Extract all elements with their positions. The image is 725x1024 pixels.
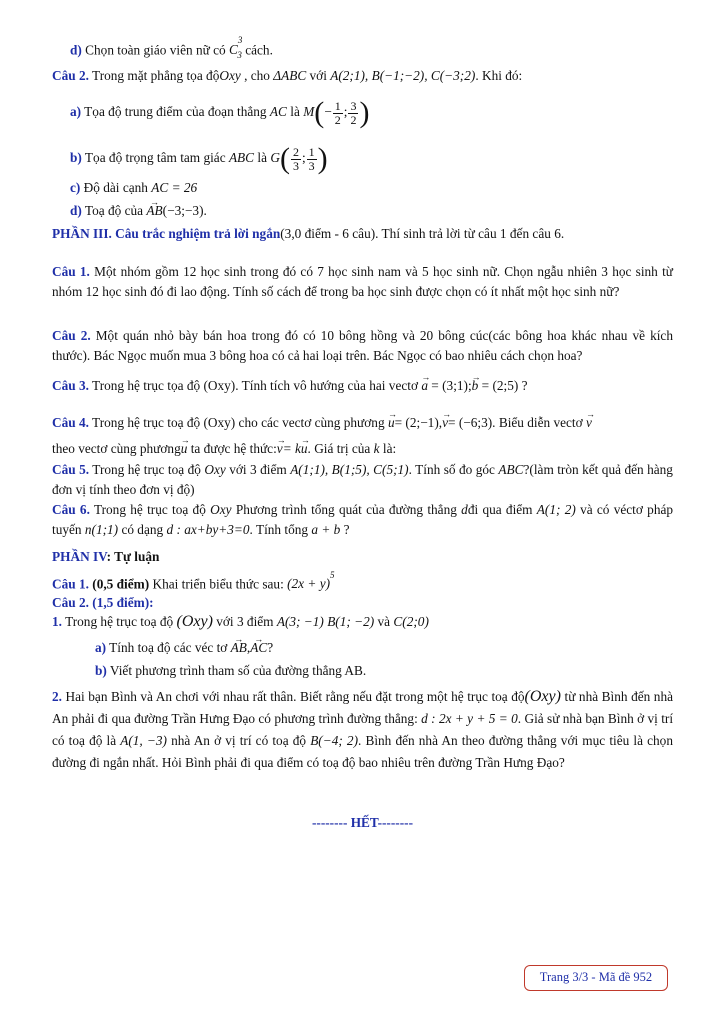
part-text-b: với 3 điểm: [216, 614, 274, 629]
point-a: A(3; −1): [276, 614, 324, 629]
part-description: : Tự luận: [106, 549, 160, 564]
page-footer: Trang 3/3 - Mã đề 952: [524, 965, 668, 991]
part-label: 2.: [52, 689, 62, 704]
vector-b-value: = (2;5) ?: [481, 378, 528, 393]
vector-v-3: → v: [277, 439, 283, 459]
question-label: Câu 6.: [52, 502, 90, 517]
part-title: PHẦN IV: [52, 549, 107, 564]
part-text: Hai bạn Bình và An chơi với nhau rất thân. Biết rằng nếu đặt trong một hệ trục toạ độ: [65, 689, 525, 704]
triangle-symbol: ΔABC: [273, 68, 307, 83]
length-expr: AC = 26: [151, 180, 198, 195]
p4-q2-1-option-a: [95, 638, 673, 658]
triangle-name: ABC: [228, 150, 255, 166]
p4-q2-part-1: [52, 612, 673, 632]
question-2: [52, 66, 673, 86]
question-text-c: với: [309, 68, 327, 83]
point-a: A(1, −3): [120, 733, 167, 748]
sum-expr: a + b: [311, 522, 341, 537]
option-label: c): [70, 180, 81, 195]
q1-option-d: [70, 36, 673, 65]
p3-question-3: [52, 376, 673, 396]
oxy-symbol: (Oxy): [176, 613, 213, 630]
p4-q2-1-option-b: [95, 661, 673, 681]
q2-option-a: a) Tọa độ trung điểm của đoạn thẳng AC là M(− $\frac{1}{2}$ ; $\frac{3}{2}$ ): [70, 96, 370, 129]
part-text-d: nhà An ở vị trí có toạ độ: [171, 733, 307, 748]
option-label: b): [95, 663, 107, 678]
vector-a-value: = (3;1);: [431, 378, 472, 393]
question-text: Trong hệ trục toạ độ: [93, 502, 206, 517]
part-description: (3,0 điểm - 6 câu). Thí sinh trả lời từ câu 1 đến câu 6.: [280, 226, 565, 241]
oxy-symbol: (Oxy): [524, 688, 561, 705]
option-text: Viết phương trình tham số của đường thẳng AB.: [109, 663, 367, 678]
question-label: Câu 3.: [52, 378, 89, 393]
question-text-e: có dạng: [121, 522, 164, 537]
option-text-end: cách.: [245, 42, 273, 58]
question-text-f: . Tính tổng: [249, 522, 309, 537]
p4-question-2: [52, 593, 673, 613]
question-text-b: . Biểu diễn vectơ: [492, 415, 583, 430]
vector-ac: → AC: [250, 638, 267, 658]
question-label: Câu 2.: [52, 595, 89, 610]
vector-u: → u: [388, 413, 395, 433]
equation: = k: [282, 441, 301, 456]
normal-vector: n(1;1): [84, 522, 119, 537]
question-text-d: . Khi đó:: [475, 68, 523, 83]
option-label: a): [70, 104, 82, 120]
p3-question-1: [52, 262, 673, 302]
line-d: d: [461, 502, 468, 517]
option-text: Tính toạ độ các véc tơ: [109, 640, 228, 655]
question-text-b: Phương trình tổng quát của đường thẳng: [235, 502, 457, 517]
vector-a: → a: [421, 376, 428, 396]
p3-question-5: [52, 460, 673, 500]
option-text: Tọa độ trọng tâm tam giác: [84, 150, 226, 166]
vector-ab: → AB: [231, 638, 247, 658]
part-title: PHẦN III. Câu trắc nghiệm trả lời ngắn: [52, 226, 281, 241]
vector-v-2: → v: [586, 413, 592, 433]
point-m: M: [303, 104, 315, 120]
p3-question-4: [52, 413, 673, 459]
combination-symbol: $C^3_3$: [229, 35, 243, 61]
oxy-symbol: Oxy: [219, 68, 241, 83]
points: A(2;1), B(−1;−2), C(−3;2): [330, 68, 476, 83]
point-a: A(1; 2): [536, 502, 576, 517]
separator: ;: [343, 104, 348, 120]
fraction-2: $\frac{1}{3}$: [308, 144, 315, 173]
point-c: C(2;0): [393, 614, 429, 629]
question-text-d: ?(làm tròn kết quả đến hàng đơn vị tính theo đơn vị độ): [52, 462, 673, 497]
question-text: Khai triển biểu thức sau:: [152, 576, 284, 592]
line-equation: d : 2x + y + 5 = 0: [421, 711, 518, 726]
fraction-2: $\frac{3}{2}$: [350, 98, 357, 127]
question-label: Câu 1.: [52, 576, 89, 592]
p4-question-1: [52, 570, 673, 594]
point-b: B(1; −2): [327, 614, 375, 629]
vector-ab: → AB: [146, 201, 162, 221]
separator: ;: [301, 150, 306, 166]
line-equation: d : ax+by+3=0: [166, 522, 250, 537]
vector-b: → b: [472, 376, 479, 396]
points: A(1;1), B(1;5), C(5;1): [290, 462, 409, 477]
vector-u-value: = (2;−1),: [394, 415, 443, 430]
angle: ABC: [498, 462, 524, 477]
option-la: là: [290, 104, 300, 120]
vector-v: → v: [442, 413, 448, 433]
option-label: d): [70, 203, 82, 218]
question-label: Câu 2.: [52, 68, 89, 83]
option-text: Tọa độ trung điểm của đoạn thẳng: [84, 104, 267, 120]
question-label: Câu 5.: [52, 462, 90, 477]
oxy-symbol: Oxy: [210, 502, 232, 517]
option-label: a): [95, 640, 107, 655]
question-mark: ?: [267, 640, 274, 655]
expression: $(2x + y)^5$: [287, 570, 335, 592]
question-text-f: là:: [382, 441, 397, 456]
question-text: Một quán nhỏ bày bán hoa trong đó có 10 bông hồng và 20 bông cúc(các bông hoa khác nhau về kích thước). Bác Ngọc muốn mua 3 bông hoa có cả hai loại trên. Bác Ngọc có bao nhiêu cách chọn hoa?: [52, 328, 673, 363]
fraction-1: $\frac{1}{2}$: [334, 98, 341, 127]
question-text: Trong hệ trục tọa độ (Oxy). Tính tích vô hướng của hai vectơ: [92, 378, 418, 393]
question-text-b: , cho: [244, 68, 270, 83]
comma: ,: [246, 640, 251, 655]
question-text-c: theo vectơ cùng phương: [52, 441, 181, 456]
question-text-b: với 3 điểm: [229, 462, 287, 477]
question-label: Câu 1.: [52, 264, 90, 279]
question-label: Câu 4.: [52, 415, 89, 430]
question-text-d: ta được hệ thức:: [190, 441, 277, 456]
question-text-d: và có véctơ pháp tuyến: [52, 502, 674, 537]
option-label: b): [70, 150, 82, 166]
point-g: G: [270, 150, 280, 166]
question-mark: ?: [343, 522, 350, 537]
question-text: Một nhóm gồm 12 học sinh trong đó có 7 học sinh nam và 5 học sinh nữ. Chọn ngẫu nhiên 3 học sinh từ nhóm 12 học sinh đó đi lao động. Tính số cách để trong ba học sinh được chọn có ít nhất một học sinh nữ?: [52, 264, 674, 299]
p3-question-2: [52, 326, 673, 366]
question-text: Trong mặt phẳng tọa độ: [92, 68, 220, 83]
part-text-c: . Giả sử nhà bạn Bình ở vị trí có toạ độ là: [52, 711, 674, 748]
option-label: d): [70, 42, 82, 58]
oxy-symbol: Oxy: [204, 462, 226, 477]
p3-question-6: [52, 500, 673, 540]
minus-sign: −: [324, 104, 332, 120]
question-text-c: . Tính số đo góc: [408, 462, 495, 477]
point-b: B(−4; 2): [310, 733, 358, 748]
segment: AC: [269, 104, 287, 120]
part-3-heading: [52, 224, 673, 244]
conjunction: và: [377, 614, 391, 629]
vector-value: (−3;−3): [162, 203, 204, 218]
option-text: Độ dài cạnh: [83, 180, 148, 195]
part-text-b: từ nhà Bình đến nhà An phải đi qua đường Trần Hưng Đạo có phương trình đường thẳng:: [52, 689, 674, 726]
q2-option-d: [70, 201, 673, 221]
part-text-e: . Bình đến nhà An theo đường thẳng với mục tiêu là chọn đường đi ngắn nhất. Hỏi Bình phải đi qua điểm có toạ độ bao nhiêu trên đường Trần Hưng Đạo?: [52, 733, 673, 770]
question-score: (1,5 điểm):: [92, 595, 154, 610]
part-4-heading: [52, 547, 673, 567]
vector-u-3: → u: [301, 439, 308, 459]
part-text: Trong hệ trục toạ độ: [65, 614, 174, 629]
option-text: Toạ độ của: [84, 203, 144, 218]
vector-u-2: → u: [181, 439, 188, 459]
question-text-e: . Giá trị của: [307, 441, 371, 456]
p4-q2-part-2: [52, 686, 673, 774]
option-la: là: [257, 150, 267, 166]
k-symbol: k: [373, 441, 380, 456]
part-label: 1.: [52, 614, 62, 629]
question-label: Câu 2.: [52, 328, 91, 343]
q2-option-b: b) Tọa độ trọng tâm tam giác ABC là G( $\frac{2}{3}$ ; $\frac{1}{3}$ ): [70, 142, 328, 175]
fraction-1: $\frac{2}{3}$: [292, 144, 299, 173]
end-marker: -------- HẾT--------: [311, 815, 414, 830]
question-text-c: đi qua điểm: [467, 502, 533, 517]
question-text: Trong hệ trục toạ độ: [92, 462, 201, 477]
option-text: Chọn toàn giáo viên nữ có: [85, 42, 226, 58]
vector-v-value: = (−6;3): [448, 415, 493, 430]
question-text: Trong hệ trục toạ độ (Oxy) cho các vectơ cùng phương: [92, 415, 385, 430]
question-score: (0,5 điểm): [92, 576, 150, 592]
period: .: [203, 203, 207, 218]
